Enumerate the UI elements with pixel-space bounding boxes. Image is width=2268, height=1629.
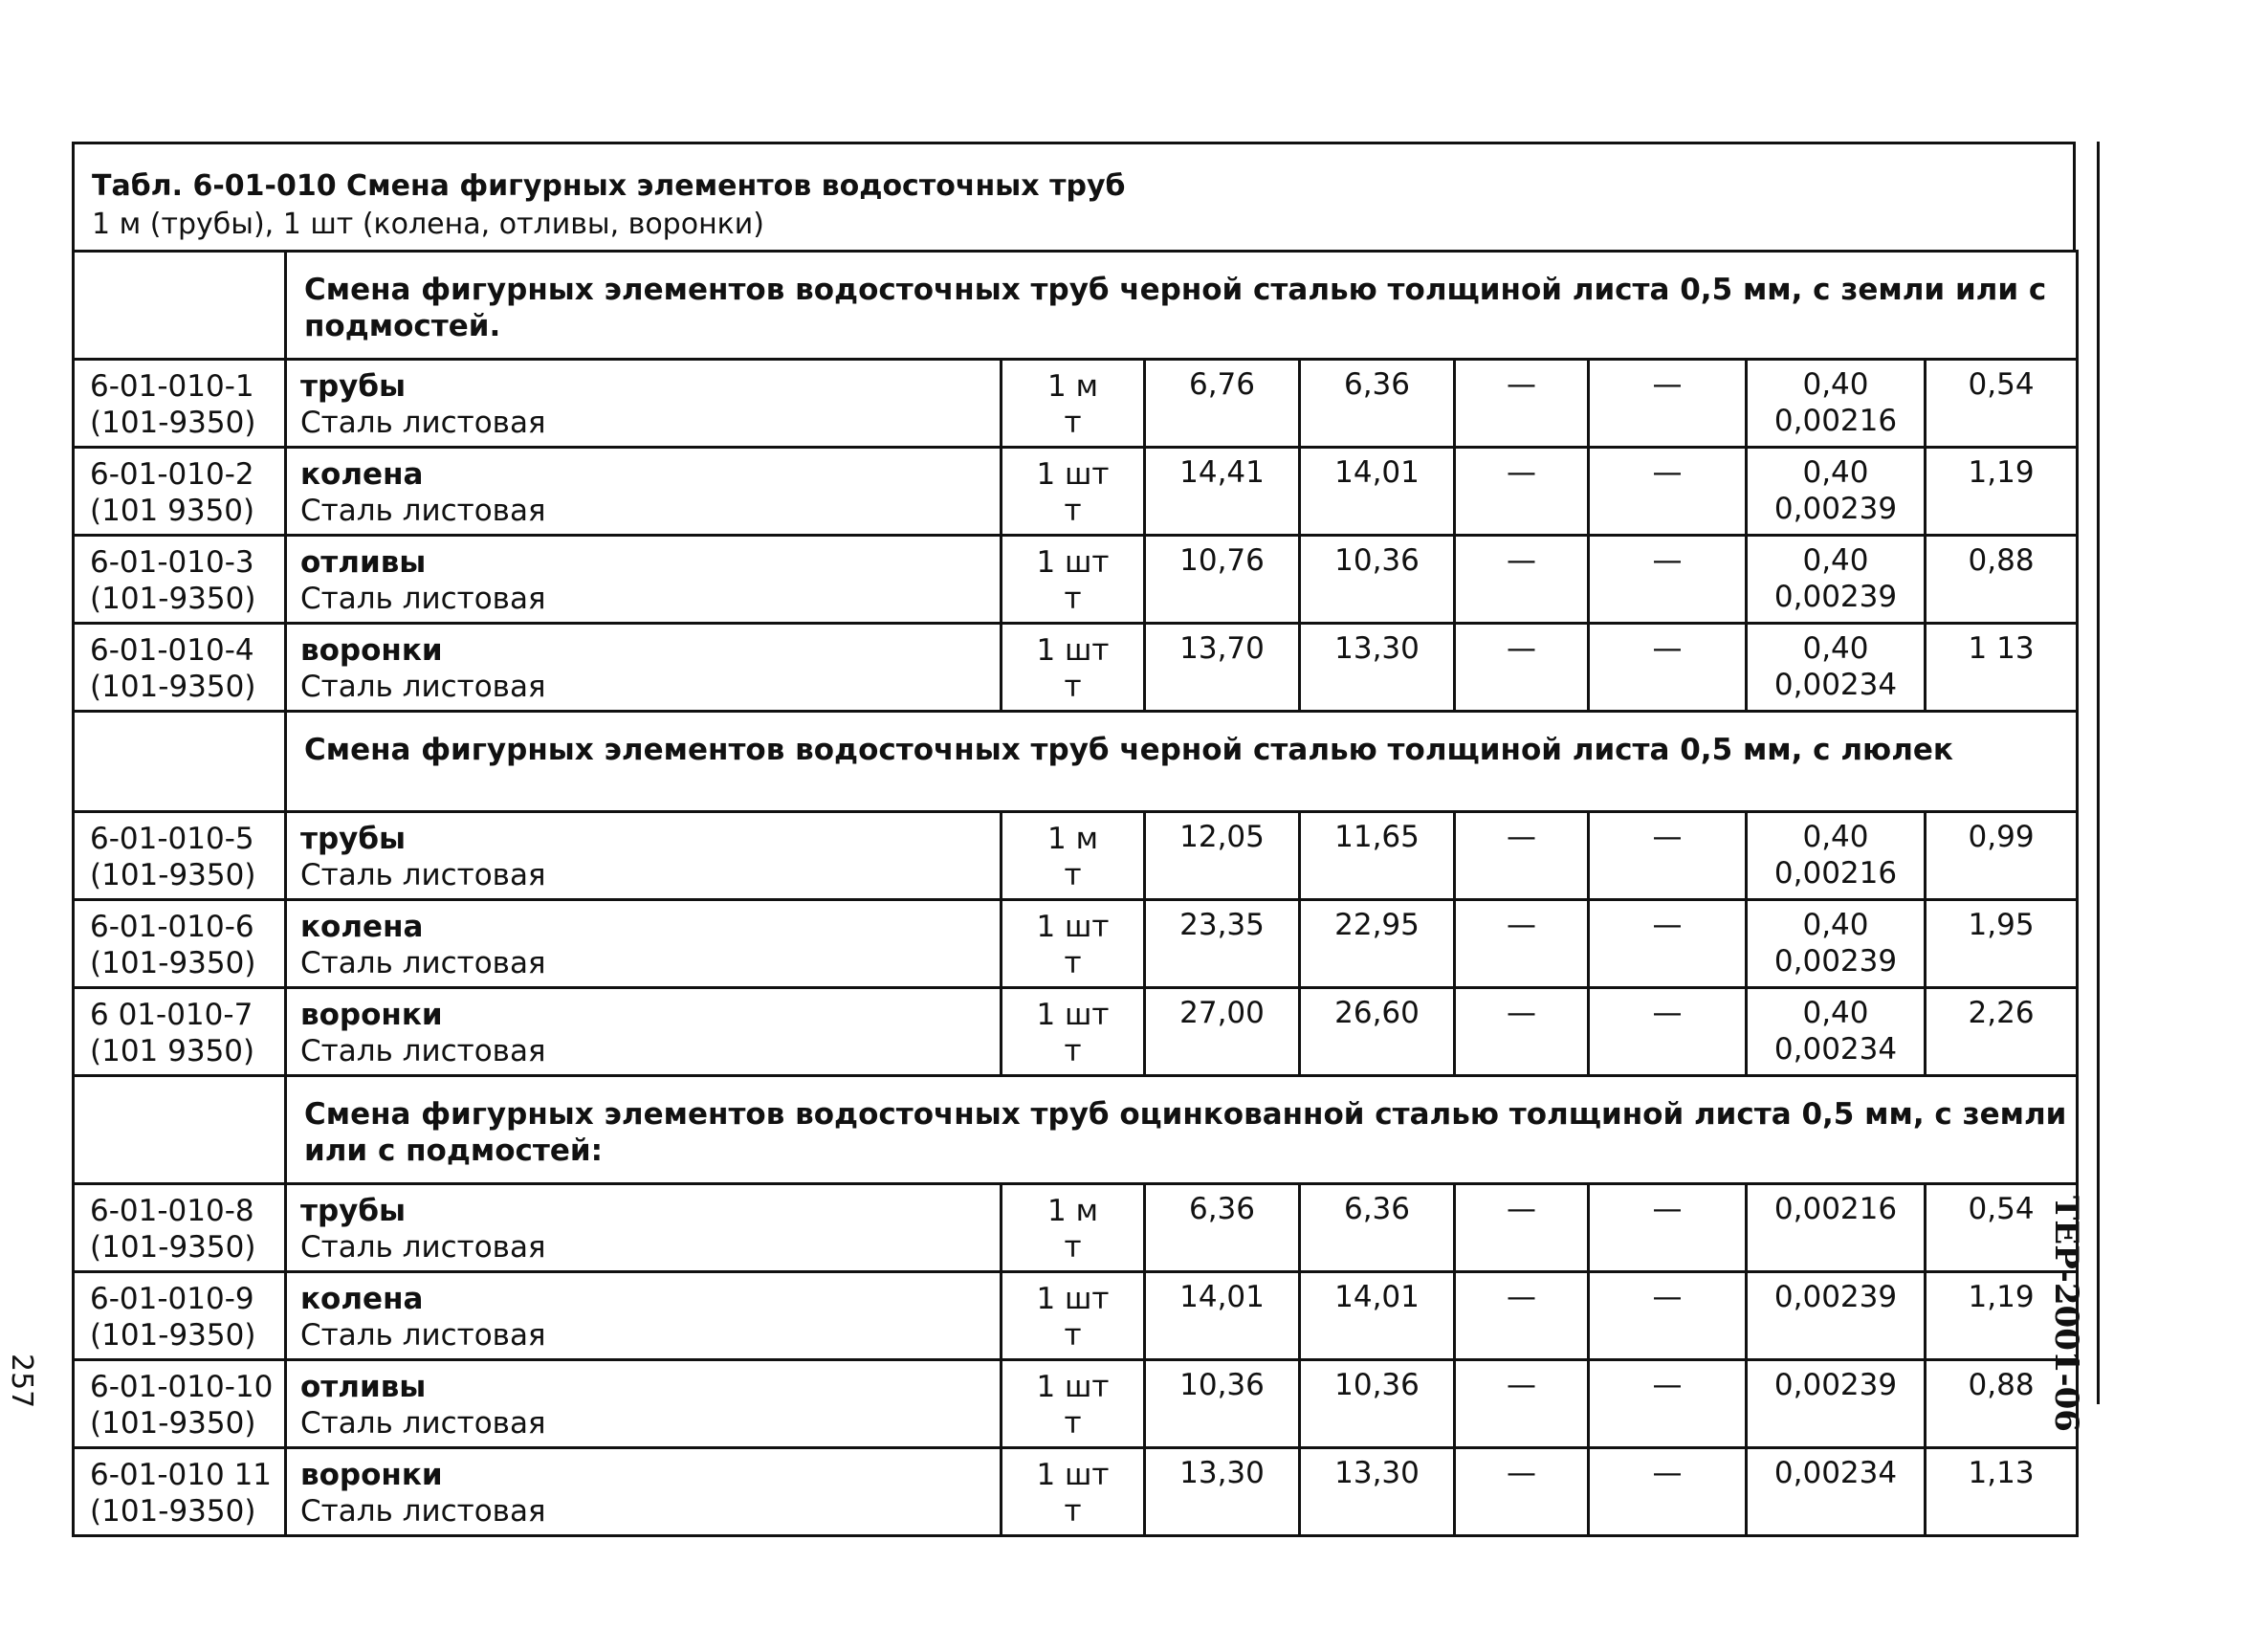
- machines-cell: [1455, 1448, 1589, 1536]
- machines-cell: [1455, 812, 1589, 900]
- section-code-cell: [74, 252, 286, 360]
- materials-cell: [1747, 1448, 1926, 1536]
- table-row: [74, 812, 2078, 900]
- machines-cell: [1455, 448, 1589, 536]
- rate-code: 6-01-010-3: [90, 545, 254, 580]
- materials-cell: [1747, 536, 1926, 624]
- total-cost-cell: [1145, 1448, 1300, 1536]
- measure-unit: 1 шт: [1036, 457, 1110, 492]
- work-name: колена: [300, 457, 424, 492]
- material-name: Сталь листовая: [300, 858, 546, 892]
- machines-cell: [1455, 624, 1589, 712]
- machines-dash: —: [1507, 908, 1536, 942]
- rate-reference: (101-9350): [90, 670, 256, 704]
- material-unit: т: [1064, 494, 1082, 528]
- table-row: [74, 1448, 2078, 1536]
- labor-cost: 2,26: [1968, 996, 2035, 1030]
- measure-unit: 1 шт: [1036, 1370, 1110, 1404]
- code-cell: [74, 624, 286, 712]
- unit-cell: [1002, 624, 1145, 712]
- labor-cost: 1,95: [1968, 908, 2035, 942]
- measure-unit: 1 м: [1047, 822, 1098, 856]
- labor-cost: 1,13: [1968, 1456, 2035, 1490]
- materials-cost: 0,00216: [1773, 1192, 1898, 1226]
- total-cost: 10,76: [1179, 543, 1265, 578]
- labor-cost: 1,19: [1968, 455, 2035, 490]
- code-cell: [74, 536, 286, 624]
- rate-reference: (101-9350): [90, 582, 256, 616]
- operator-wages-cell: [1589, 624, 1747, 712]
- wages-cell: [1300, 1272, 1455, 1360]
- material-unit: т: [1064, 858, 1082, 892]
- rate-code: 6-01-010 11: [90, 1458, 273, 1492]
- measure-unit: 1 шт: [1036, 998, 1110, 1032]
- material-consumption: 0,00216: [1773, 856, 1898, 891]
- unit-cell: [1002, 900, 1145, 988]
- table-row: [74, 536, 2078, 624]
- section-header-row: [74, 252, 2078, 360]
- machines-dash: —: [1507, 820, 1536, 854]
- total-cost: 27,00: [1179, 996, 1265, 1030]
- code-cell: [74, 812, 286, 900]
- measure-unit: 1 шт: [1036, 910, 1110, 944]
- operator-wages-cell: [1589, 1184, 1747, 1272]
- section-code-cell: [74, 1076, 286, 1184]
- measure-unit: 1 м: [1047, 369, 1098, 404]
- machines-cell: [1455, 1360, 1589, 1448]
- materials-cell: [1747, 624, 1926, 712]
- total-cost: 23,35: [1179, 908, 1265, 942]
- operator-wages-cell: [1589, 1360, 1747, 1448]
- material-name: Сталь листовая: [300, 582, 546, 616]
- rate-reference: (101-9350): [90, 1406, 256, 1441]
- wages-cell: [1300, 360, 1455, 448]
- material-unit: т: [1064, 1406, 1082, 1441]
- materials-cost: 0,00239: [1773, 1368, 1898, 1402]
- work-name: отливы: [300, 1370, 427, 1404]
- wages: 26,60: [1334, 996, 1420, 1030]
- machines-dash: —: [1507, 367, 1536, 402]
- operator-wages-cell: [1589, 536, 1747, 624]
- machines-dash: —: [1507, 1280, 1536, 1314]
- measure-unit: 1 шт: [1036, 545, 1110, 580]
- unit-cell: [1002, 448, 1145, 536]
- operator-wages-cell: [1589, 1448, 1747, 1536]
- name-cell: [286, 1360, 1002, 1448]
- wages: 13,30: [1334, 631, 1420, 666]
- labor-cost: 1 13: [1968, 631, 2035, 666]
- total-cost-cell: [1145, 1360, 1300, 1448]
- total-cost-cell: [1145, 900, 1300, 988]
- operator-wages-dash: —: [1652, 455, 1683, 490]
- wages: 14,01: [1334, 455, 1420, 490]
- total-cost-cell: [1145, 1272, 1300, 1360]
- code-cell: [74, 988, 286, 1076]
- rate-reference: (101 9350): [90, 1034, 255, 1068]
- operator-wages-dash: —: [1652, 1280, 1683, 1314]
- rate-reference: (101-9350): [90, 406, 256, 440]
- work-name: колена: [300, 1282, 424, 1316]
- name-cell: [286, 812, 1002, 900]
- total-cost-cell: [1145, 536, 1300, 624]
- name-cell: [286, 1272, 1002, 1360]
- materials-cost: 0,00234: [1773, 1456, 1898, 1490]
- rate-reference: (101-9350): [90, 946, 256, 980]
- total-cost: 14,41: [1179, 455, 1265, 490]
- rate-reference: (101-9350): [90, 1230, 256, 1265]
- section-heading: Смена фигурных элементов водосточных труб черной сталью толщиной листа 0,5 мм, с земли или с подмостей.: [286, 252, 2078, 360]
- labor-cost: 0,54: [1968, 367, 2035, 402]
- section-header-row: [74, 712, 2078, 812]
- table-row: [74, 900, 2078, 988]
- unit-cell: [1002, 1360, 1145, 1448]
- rate-code: 6-01-010-4: [90, 633, 254, 668]
- machines-cell: [1455, 1272, 1589, 1360]
- total-cost: 6,36: [1188, 1192, 1256, 1226]
- labor-cost: 0,99: [1968, 820, 2035, 854]
- rate-code: 6-01-010-2: [90, 457, 254, 492]
- operator-wages-dash: —: [1652, 820, 1683, 854]
- rate-reference: (101-9350): [90, 858, 256, 892]
- total-cost-cell: [1145, 624, 1300, 712]
- operator-wages-dash: —: [1652, 543, 1683, 578]
- machines-dash: —: [1507, 1368, 1536, 1402]
- material-unit: т: [1064, 1318, 1082, 1353]
- operator-wages-dash: —: [1652, 908, 1683, 942]
- materials-cell: [1747, 1272, 1926, 1360]
- section-heading: Смена фигурных элементов водосточных труб черной сталью толщиной листа 0,5 мм, с люлек: [286, 712, 2078, 812]
- materials-cell: [1747, 360, 1926, 448]
- name-cell: [286, 448, 1002, 536]
- material-consumption: 0,00234: [1773, 1032, 1898, 1067]
- unit-cell: [1002, 1448, 1145, 1536]
- material-unit: т: [1064, 670, 1082, 704]
- name-cell: [286, 988, 1002, 1076]
- rates-table: [72, 250, 2079, 1537]
- name-cell: [286, 1448, 1002, 1536]
- labor-cell: [1926, 1448, 2078, 1536]
- work-name: трубы: [300, 369, 407, 404]
- materials-cell: [1747, 1184, 1926, 1272]
- machines-cell: [1455, 1184, 1589, 1272]
- rate-reference: (101-9350): [90, 1318, 256, 1353]
- unit-cell: [1002, 1184, 1145, 1272]
- operator-wages-cell: [1589, 988, 1747, 1076]
- operator-wages-dash: —: [1652, 631, 1683, 666]
- page-number: 257: [5, 1354, 38, 1409]
- material-unit: т: [1064, 946, 1082, 980]
- total-cost: 12,05: [1179, 820, 1265, 854]
- code-cell: [74, 360, 286, 448]
- wages-cell: [1300, 624, 1455, 712]
- material-consumption: 0,00239: [1773, 944, 1898, 979]
- unit-cell: [1002, 988, 1145, 1076]
- labor-cost: 0,88: [1968, 1368, 2035, 1402]
- wages: 11,65: [1334, 820, 1420, 854]
- operator-wages-dash: —: [1652, 996, 1683, 1030]
- machines-dash: —: [1507, 455, 1536, 490]
- table-row: [74, 988, 2078, 1076]
- materials-cost: 0,40: [1802, 367, 1869, 402]
- material-consumption: 0,00216: [1773, 404, 1898, 438]
- rate-reference: (101-9350): [90, 1494, 256, 1529]
- machines-dash: —: [1507, 996, 1536, 1030]
- code-cell: [74, 1272, 286, 1360]
- code-cell: [74, 1360, 286, 1448]
- rate-table-sheet: [72, 142, 2076, 1537]
- labor-cell: [1926, 900, 2078, 988]
- table-row: [74, 448, 2078, 536]
- operator-wages-cell: [1589, 360, 1747, 448]
- material-unit: т: [1064, 1034, 1082, 1068]
- wages: 6,36: [1343, 1192, 1411, 1226]
- materials-cost: 0,00239: [1773, 1280, 1898, 1314]
- wages-cell: [1300, 1448, 1455, 1536]
- table-row: [74, 1272, 2078, 1360]
- total-cost: 6,76: [1188, 367, 1256, 402]
- document-code-label: ТЕР-2001-06: [2047, 1196, 2085, 1432]
- labor-cell: [1926, 360, 2078, 448]
- section-header-row: [74, 1076, 2078, 1184]
- materials-cost: 0,40: [1802, 996, 1869, 1030]
- code-cell: [74, 1184, 286, 1272]
- name-cell: [286, 360, 1002, 448]
- total-cost-cell: [1145, 448, 1300, 536]
- work-name: трубы: [300, 1194, 407, 1228]
- materials-cost: 0,40: [1802, 455, 1869, 490]
- wages: 6,36: [1343, 367, 1411, 402]
- materials-cost: 0,40: [1802, 820, 1869, 854]
- wages: 13,30: [1334, 1456, 1420, 1490]
- material-name: Сталь листовая: [300, 406, 546, 440]
- measure-unit: 1 м: [1047, 1194, 1098, 1228]
- section-heading: Смена фигурных элементов водосточных труб оцинкованной сталью толщиной листа 0,5 мм, с земли или с подмостей:: [286, 1076, 2078, 1184]
- table-header: [72, 142, 2076, 250]
- material-unit: т: [1064, 1494, 1082, 1529]
- wages-cell: [1300, 448, 1455, 536]
- total-cost-cell: [1145, 812, 1300, 900]
- material-name: Сталь листовая: [300, 1318, 546, 1353]
- material-name: Сталь листовая: [300, 670, 546, 704]
- wages: 14,01: [1334, 1280, 1420, 1314]
- materials-cost: 0,40: [1802, 908, 1869, 942]
- materials-cell: [1747, 812, 1926, 900]
- machines-cell: [1455, 360, 1589, 448]
- labor-cost: 1,19: [1968, 1280, 2035, 1314]
- unit-cell: [1002, 1272, 1145, 1360]
- machines-cell: [1455, 536, 1589, 624]
- wages: 10,36: [1334, 543, 1420, 578]
- measure-unit: 1 шт: [1036, 1282, 1110, 1316]
- material-name: Сталь листовая: [300, 1494, 546, 1529]
- total-cost-cell: [1145, 988, 1300, 1076]
- labor-cell: [1926, 988, 2078, 1076]
- material-unit: т: [1064, 582, 1082, 616]
- work-name: воронки: [300, 633, 443, 668]
- labor-cell: [1926, 536, 2078, 624]
- operator-wages-cell: [1589, 1272, 1747, 1360]
- code-cell: [74, 900, 286, 988]
- unit-cell: [1002, 536, 1145, 624]
- rate-code: 6-01-010-1: [90, 369, 254, 404]
- material-consumption: 0,00234: [1773, 668, 1898, 702]
- rate-code: 6-01-010-8: [90, 1194, 254, 1228]
- name-cell: [286, 624, 1002, 712]
- machines-dash: —: [1507, 543, 1536, 578]
- machines-cell: [1455, 900, 1589, 988]
- name-cell: [286, 536, 1002, 624]
- total-cost-cell: [1145, 360, 1300, 448]
- total-cost: 13,30: [1179, 1456, 1265, 1490]
- material-name: Сталь листовая: [300, 1406, 546, 1441]
- materials-cost: 0,40: [1802, 543, 1869, 578]
- work-name: трубы: [300, 822, 407, 856]
- material-name: Сталь листовая: [300, 1230, 546, 1265]
- wages-cell: [1300, 536, 1455, 624]
- materials-cell: [1747, 1360, 1926, 1448]
- materials-cell: [1747, 448, 1926, 536]
- rate-code: 6 01-010-7: [90, 998, 253, 1032]
- total-cost: 14,01: [1179, 1280, 1265, 1314]
- wages-cell: [1300, 988, 1455, 1076]
- rate-reference: (101 9350): [90, 494, 255, 528]
- material-unit: т: [1064, 1230, 1082, 1265]
- operator-wages-cell: [1589, 812, 1747, 900]
- table-row: [74, 360, 2078, 448]
- table-row: [74, 624, 2078, 712]
- operator-wages-cell: [1589, 448, 1747, 536]
- material-name: Сталь листовая: [300, 494, 546, 528]
- operator-wages-dash: —: [1652, 1192, 1683, 1226]
- labor-cell: [1926, 448, 2078, 536]
- unit-cell: [1002, 360, 1145, 448]
- materials-cell: [1747, 988, 1926, 1076]
- unit-cell: [1002, 812, 1145, 900]
- section-code-cell: [74, 712, 286, 812]
- labor-cost: 0,88: [1968, 543, 2035, 578]
- operator-wages-cell: [1589, 900, 1747, 988]
- operator-wages-dash: —: [1652, 367, 1683, 402]
- code-cell: [74, 448, 286, 536]
- wages-cell: [1300, 812, 1455, 900]
- total-cost-cell: [1145, 1184, 1300, 1272]
- material-name: Сталь листовая: [300, 946, 546, 980]
- machines-dash: —: [1507, 1192, 1536, 1226]
- operator-wages-dash: —: [1652, 1456, 1683, 1490]
- operator-wages-dash: —: [1652, 1368, 1683, 1402]
- material-consumption: 0,00239: [1773, 492, 1898, 526]
- table-row: [74, 1360, 2078, 1448]
- machines-cell: [1455, 988, 1589, 1076]
- material-consumption: 0,00239: [1773, 580, 1898, 614]
- table-units: 1 м (трубы), 1 шт (колена, отливы, воронки): [92, 208, 765, 241]
- wages: 22,95: [1334, 908, 1420, 942]
- measure-unit: 1 шт: [1036, 1458, 1110, 1492]
- name-cell: [286, 900, 1002, 988]
- machines-dash: —: [1507, 1456, 1536, 1490]
- labor-cost: 0,54: [1968, 1192, 2035, 1226]
- name-cell: [286, 1184, 1002, 1272]
- wages-cell: [1300, 1184, 1455, 1272]
- rate-code: 6-01-010-6: [90, 910, 254, 944]
- code-cell: [74, 1448, 286, 1536]
- work-name: отливы: [300, 545, 427, 580]
- wages: 10,36: [1334, 1368, 1420, 1402]
- right-margin-rule: [2097, 142, 2100, 1404]
- measure-unit: 1 шт: [1036, 633, 1110, 668]
- material-name: Сталь листовая: [300, 1034, 546, 1068]
- table-title: Табл. 6-01-010 Смена фигурных элементов водосточных труб: [92, 169, 1126, 203]
- work-name: колена: [300, 910, 424, 944]
- wages-cell: [1300, 1360, 1455, 1448]
- table-row: [74, 1184, 2078, 1272]
- material-unit: т: [1064, 406, 1082, 440]
- wages-cell: [1300, 900, 1455, 988]
- labor-cell: [1926, 812, 2078, 900]
- materials-cell: [1747, 900, 1926, 988]
- labor-cell: [1926, 624, 2078, 712]
- work-name: воронки: [300, 998, 443, 1032]
- machines-dash: —: [1507, 631, 1536, 666]
- total-cost: 13,70: [1179, 631, 1265, 666]
- rate-code: 6-01-010-5: [90, 822, 254, 856]
- materials-cost: 0,40: [1802, 631, 1869, 666]
- total-cost: 10,36: [1179, 1368, 1265, 1402]
- work-name: воронки: [300, 1458, 443, 1492]
- rate-code: 6-01-010-9: [90, 1282, 254, 1316]
- rate-code: 6-01-010-10: [90, 1370, 274, 1404]
